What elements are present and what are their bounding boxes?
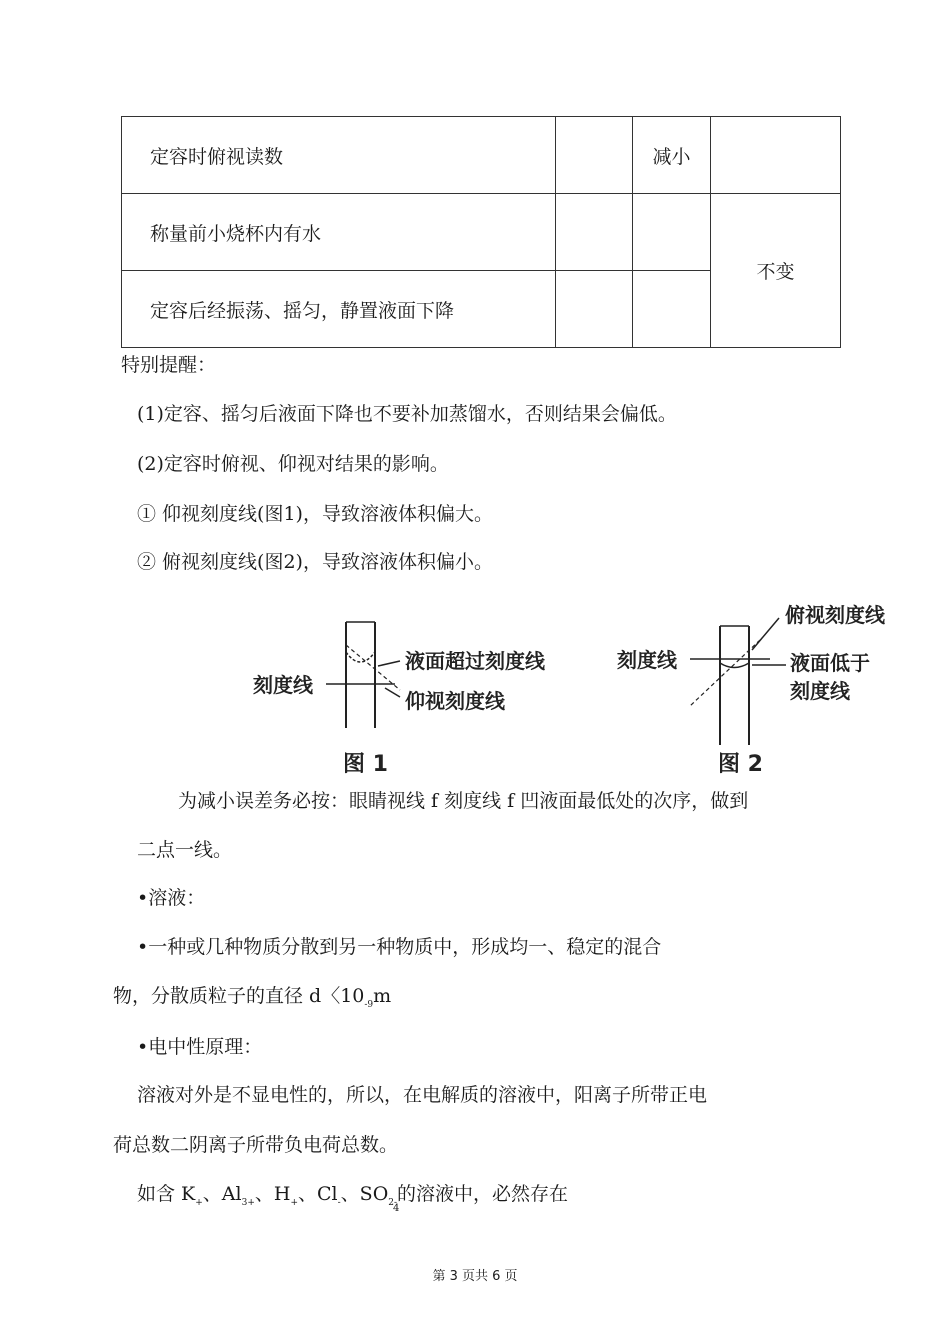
fig2-view-label: 俯视刻度线	[785, 603, 885, 627]
neutrality-heading: •电中性原理：	[137, 1036, 263, 1058]
fig2-below-label-1: 液面低于	[790, 651, 870, 675]
reminder-item-2: (2)定容时俯视、仰视对结果的影响。	[137, 453, 449, 475]
fig2-mark-label: 刻度线	[617, 648, 677, 672]
table-cell: 定容时俯视读数	[122, 117, 556, 194]
neutrality-text-cont: 荷总数二阴离子所带负电荷总数。	[113, 1134, 399, 1156]
fig1-view-label: 仰视刻度线	[405, 689, 505, 713]
table-cell: 定容后经振荡、摇匀，静置液面下降	[122, 271, 556, 348]
fig1-caption: 图 1	[343, 752, 388, 777]
paragraph-order: 为减小误差务必按：眼睛视线 f 刻度线 f 凹液面最低处的次序，做到	[178, 790, 749, 812]
reminder-sub-1: ① 仰视刻度线(图1)，导致溶液体积偏大。	[137, 503, 493, 525]
ions-text: 如含 $K_+$、$Al_{3+}$、$H_+$、$Cl_-$、$SO_{2-}$的溶液中，必然存在	[137, 1183, 569, 1208]
reminder-item-1: (1)定容、摇匀后液面下降也不要补加蒸馏水，否则结果会偏低。	[137, 403, 677, 425]
paragraph-order-cont: 二点一线。	[137, 839, 233, 861]
fig1-over-label: 液面超过刻度线	[405, 649, 545, 673]
solution-definition: •一种或几种物质分散到另一种物质中，形成均一、稳定的混合	[137, 936, 662, 958]
reminder-sub-2: ② 俯视刻度线(图2)，导致溶液体积偏小。	[137, 551, 493, 573]
table-cell-merged: 不变	[711, 194, 841, 348]
ions-subscript: 4	[393, 1203, 400, 1214]
solution-definition-cont: 物，分散质粒子的直径 d〈$10_{-9}m$	[113, 985, 392, 1010]
solution-heading: •溶液：	[137, 887, 206, 909]
table-cell: 减小	[633, 117, 711, 194]
fig2-below-label-2: 刻度线	[790, 679, 850, 703]
neutrality-text: 溶液对外是不显电性的，所以，在电解质的溶液中，阳离子所带正电	[137, 1084, 708, 1106]
table-cell: 称量前小烧杯内有水	[122, 194, 556, 271]
reminder-title: 特别提醒：	[121, 354, 217, 376]
fig1-mark-label: 刻度线	[253, 673, 313, 697]
figure-1	[253, 622, 546, 777]
fig2-caption: 图 2	[718, 752, 763, 777]
page-footer: 第 3 页共 6 页	[432, 1269, 518, 1284]
figure-2	[617, 603, 886, 777]
